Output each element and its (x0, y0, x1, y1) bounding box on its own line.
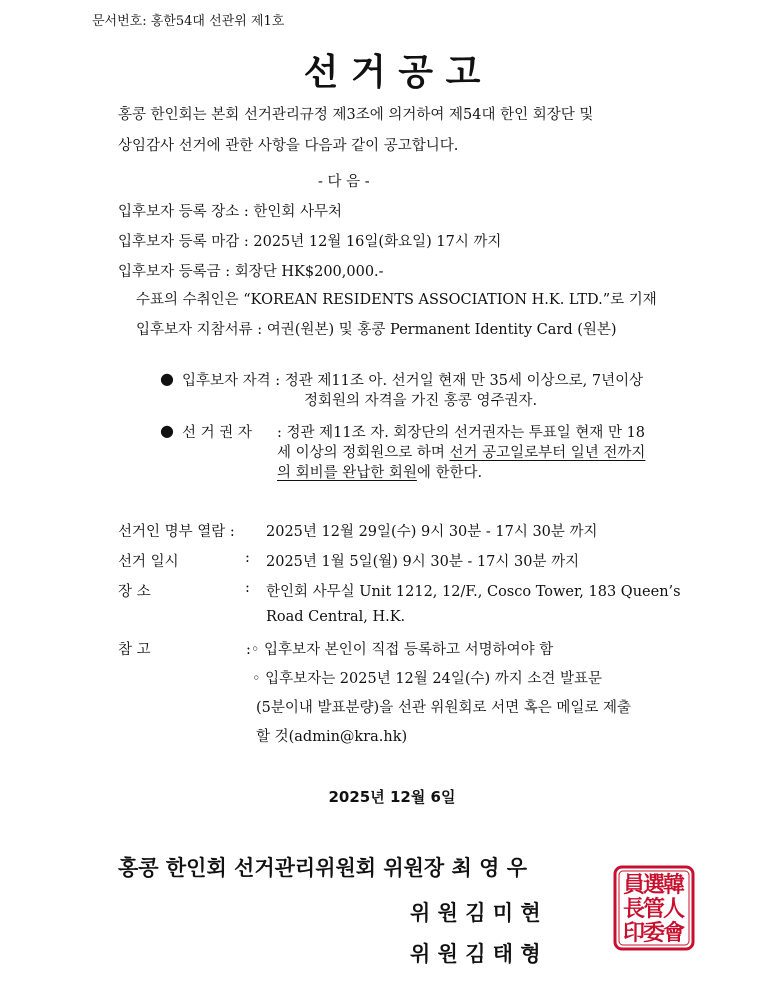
election-place-colon: : (245, 580, 250, 596)
voter-line-3-underlined: 의 회비를 완납한 회원 (277, 465, 417, 481)
seal-character: 韓 (662, 872, 686, 898)
intro-line-1: 홍콩 한인회는 본회 선거관리규정 제3조에 의거하여 제54대 한인 회장단 및 (118, 107, 594, 123)
note-3: (5분이내 발표분량)을 선관 위원회로 서면 혹은 메일로 제출 (256, 700, 631, 716)
election-place-line-1: 한인회 사무실 Unit 1212, 12/F., Cosco Tower, 183 Queen’s (266, 584, 681, 600)
election-date-label: 선거 일시 (118, 554, 179, 570)
seal-character: 人 (662, 896, 686, 922)
seal-character: 長 (622, 896, 646, 922)
issue-date: 2025년 12월 6일 (328, 788, 456, 806)
registration-fee: 입후보자 등록금 : 회장단 HK$200,000.- (118, 264, 384, 280)
signature-member-2: 위 원 김 태 형 (410, 942, 541, 966)
voter-line-2-text: 세 이상의 정회원으로 하며 (277, 445, 450, 461)
election-date-colon: : (245, 550, 250, 566)
official-seal (612, 864, 696, 952)
registration-place: 입후보자 등록 장소 : 한인회 사무처 (118, 204, 343, 220)
voter-line-2 (277, 441, 645, 462)
note-2: ◦ 입후보자는 2025년 12월 24일(수) 까지 소견 발표문 (252, 671, 603, 687)
seal-character: 印 (622, 920, 646, 946)
voter-line-3 (277, 461, 482, 482)
note-4: 할 것(admin@kra.hk) (256, 729, 408, 745)
required-documents: 입후보자 지참서류 : 여권(원본) 및 홍콩 Permanent Identity Card (원본) (136, 322, 617, 338)
election-place-label: 장 소 (118, 584, 151, 600)
page-title: 선 거 공 고 (303, 51, 481, 93)
note-1: :◦ 입후보자 본인이 직접 등록하고 서명하여야 함 (246, 642, 554, 658)
roster-label: 선거인 명부 열람 : (118, 524, 235, 540)
voter-line-2-underlined: 선거 공고일로부터 일년 전까지 (449, 445, 646, 461)
seal-character: 會 (662, 920, 686, 946)
voter-line-1: : 정관 제11조 자. 회장단의 선거권자는 투표일 현재 만 18 (277, 425, 646, 441)
candidate-qualification-line-1: 입후보자 자격 : 정관 제11조 아. 선거일 현재 만 35세 이상으로, 7년이상 (182, 373, 644, 389)
election-place-line-2: Road Central, H.K. (266, 609, 406, 625)
signature-chair: 홍콩 한인회 선거관리위원회 위원장 최 영 우 (118, 856, 528, 880)
election-date-value: 2025년 1월 5일(월) 9시 30분 - 17시 30분 까지 (266, 554, 580, 570)
intro-line-2: 상임감사 선거에 관한 사항을 다음과 같이 공고합니다. (118, 138, 459, 154)
candidate-qualification-line-2: 정회원의 자격을 가진 홍콩 영주권자. (304, 393, 538, 409)
doc-number: 문서번호: 홍한54대 선관위 제1호 (92, 14, 285, 29)
seal-character: 委 (642, 920, 666, 946)
section-separator: - 다 음 - (318, 174, 370, 190)
voter-label: 선 거 권 자 (182, 425, 252, 441)
bullet-icon: ● (160, 421, 174, 440)
bullet-icon: ● (160, 369, 174, 388)
roster-value: 2025년 12월 29일(수) 9시 30분 - 17시 30분 까지 (266, 524, 598, 540)
seal-character: 選 (642, 872, 666, 898)
note-label: 참 고 (118, 642, 151, 658)
check-payee: 수표의 수취인은 “KOREAN RESIDENTS ASSOCIATION H.K. LTD.”로 기재 (136, 292, 657, 308)
seal-character: 管 (642, 896, 666, 922)
registration-deadline: 입후보자 등록 마감 : 2025년 12월 16일(화요일) 17시 까지 (118, 234, 502, 250)
voter-line-3-text: 에 한한다. (416, 465, 483, 481)
seal-character: 員 (622, 872, 646, 898)
signature-member-1: 위 원 김 미 현 (410, 901, 541, 925)
